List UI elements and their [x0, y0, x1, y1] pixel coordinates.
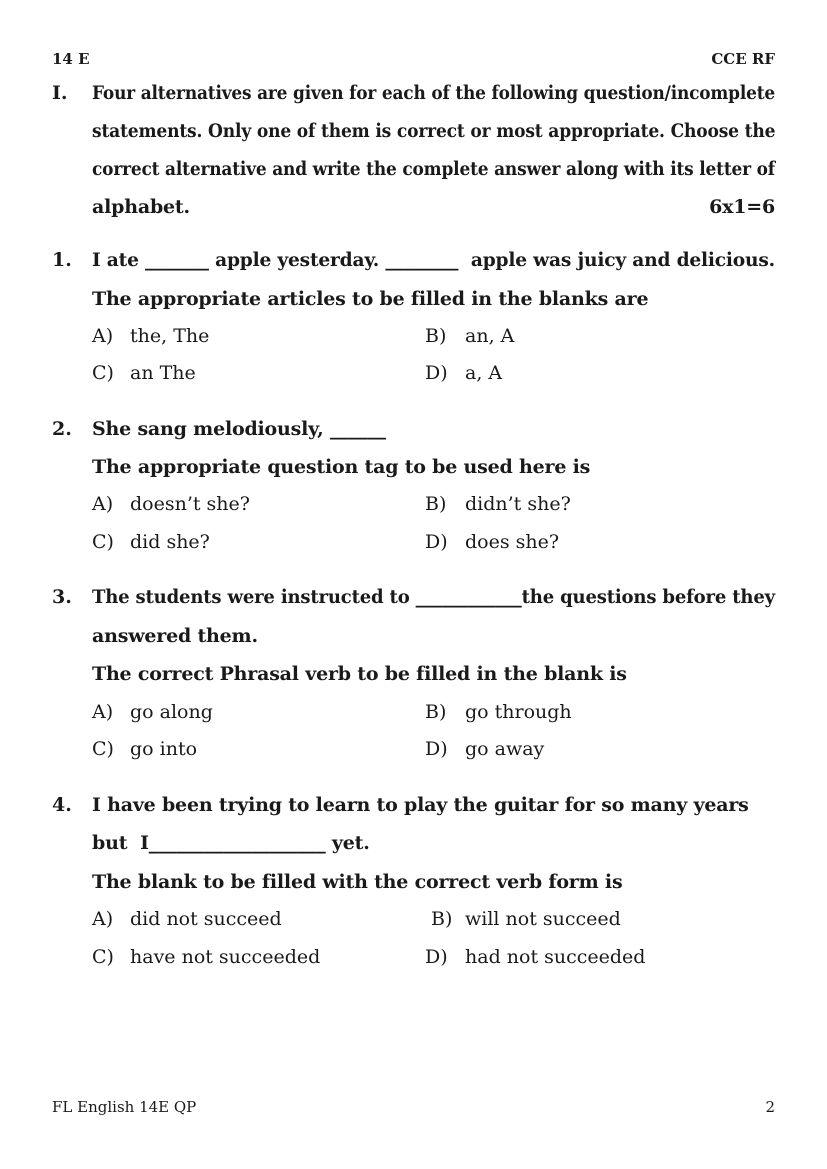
option-a [92, 493, 250, 515]
question-prompt: The appropriate articles to be filled in the blanks are [92, 288, 649, 310]
option-b [425, 325, 515, 347]
page-number: 2 [765, 1098, 775, 1116]
option-a [92, 908, 282, 930]
question-text-cont: but I___________________ yet. [92, 832, 370, 854]
option-text: an, A [465, 325, 515, 347]
footer-left: FL English 14E QP [52, 1098, 197, 1116]
option-text: the, The [130, 325, 210, 347]
option-a [92, 701, 213, 723]
option-d [425, 362, 503, 384]
option-text: go into [130, 738, 198, 760]
question-text-cont: answered them. [92, 625, 258, 647]
section-marks: 6x1=6 [709, 196, 775, 218]
option-letter: A) [92, 493, 114, 515]
option-text: go along [130, 701, 213, 723]
option-letter: B) [425, 325, 447, 347]
option-text: did not succeed [130, 908, 282, 930]
option-text: will not succeed [465, 908, 621, 930]
question-number: 2. [52, 418, 72, 440]
question-prompt: The blank to be filled with the correct verb form is [92, 871, 623, 893]
option-letter: C) [92, 362, 114, 384]
option-letter: D) [425, 531, 448, 553]
option-letter: C) [92, 738, 114, 760]
option-letter: D) [425, 738, 448, 760]
option-text: didn’t she? [465, 493, 571, 515]
option-text: go through [465, 701, 572, 723]
question-number: 3. [52, 586, 72, 608]
option-letter: B) [425, 701, 447, 723]
question-text: The students were instructed to ____________the questions before they [92, 586, 775, 608]
question-number: 1. [52, 249, 72, 271]
header-right: CCE RF [711, 50, 775, 68]
question-prompt: The correct Phrasal verb to be filled in the blank is [92, 663, 627, 685]
option-letter: B) [431, 908, 453, 930]
section-number: I. [52, 82, 68, 104]
option-c [92, 738, 198, 760]
option-letter: D) [425, 946, 448, 968]
option-text: did she? [130, 531, 210, 553]
option-b [425, 701, 572, 723]
option-text: had not succeeded [465, 946, 646, 968]
option-text: have not succeeded [130, 946, 321, 968]
option-d [425, 738, 545, 760]
question-text: I ate _______ apple yesterday. ________ apple was juicy and delicious. [92, 249, 775, 271]
option-a [92, 325, 210, 347]
option-letter: C) [92, 531, 114, 553]
option-c [92, 946, 321, 968]
option-text: does she? [465, 531, 560, 553]
option-d [425, 531, 560, 553]
instruction-line-2: statements. Only one of them is correct or most appropriate. Choose the [92, 120, 776, 142]
question-number: 4. [52, 794, 72, 816]
option-text: a, A [465, 362, 503, 384]
option-letter: A) [92, 701, 114, 723]
instruction-line-1: Four alternatives are given for each of the following question/incomplete [92, 82, 776, 104]
option-letter: A) [92, 908, 114, 930]
question-text: She sang melodiously, ______ [92, 418, 386, 440]
option-b [431, 908, 621, 930]
option-b [425, 493, 571, 515]
option-text: go away [465, 738, 545, 760]
option-letter: C) [92, 946, 114, 968]
instruction-line-3: correct alternative and write the complete answer along with its letter of [92, 158, 775, 180]
question-text: I have been trying to learn to play the guitar for so many years [92, 794, 749, 816]
option-text: an The [130, 362, 196, 384]
question-prompt: The appropriate question tag to be used here is [92, 456, 591, 478]
option-text: doesn’t she? [130, 493, 250, 515]
option-letter: B) [425, 493, 447, 515]
option-letter: A) [92, 325, 114, 347]
option-c [92, 531, 210, 553]
header-left: 14 E [52, 50, 90, 68]
option-letter: D) [425, 362, 448, 384]
option-c [92, 362, 196, 384]
option-d [425, 946, 646, 968]
instruction-line-4: alphabet. [92, 196, 190, 218]
